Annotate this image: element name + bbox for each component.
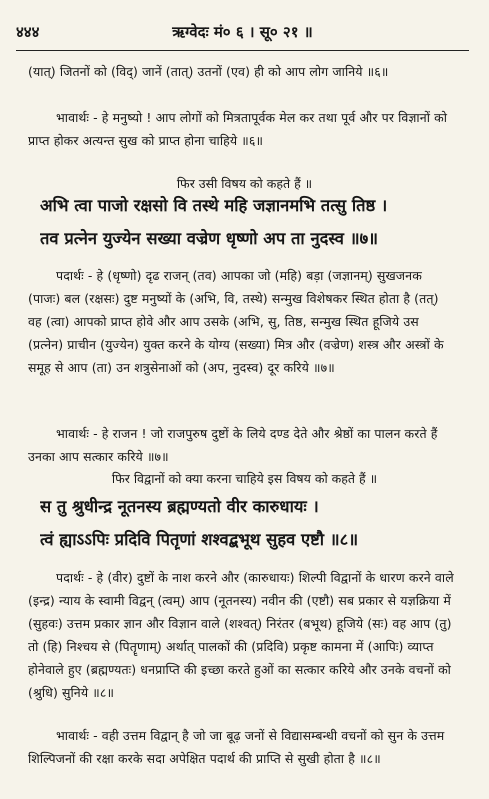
purport-paragraph-8: भावार्थः - वही उत्तम विद्वान् है जो जा बूढ़ जनों से विद्यासम्बन्धी वचनों को सुन के उत्तम शिल्पिजनों की रक्षा करके सदा अपेक्षित पदार्थ की प्राप्ति से सुखी होता है ॥८॥ — [28, 728, 445, 766]
word-meaning-continuation: (यात्) जितनों को (विद्) जानें (तात्) उतनों (एव) ही को आप लोग जानिये ॥६॥ — [28, 64, 389, 79]
section-caption: फिर विद्वानों को क्या करना चाहिये इस विषय को कहते हैं ॥ — [111, 471, 378, 486]
mantra-7-line-1: अभि त्वा पाजो रक्षसो वि तस्थे महि जज्ञानमभि तत्सु तिष्ठ । — [40, 196, 388, 215]
running-title: ऋग्वेदः मं० ६ । सू० २१ ॥ — [172, 23, 313, 41]
section-caption: फिर उसी विषय को कहते हैं ॥ — [176, 176, 313, 191]
purport-paragraph-7: भावार्थः - हे राजन ! जो राजपुरुष दुष्टों के लिये दण्ड देते और श्रेष्ठों का पालन करते हैं उनका आप सत्कार करिये ॥७॥ — [28, 426, 438, 464]
page-header — [16, 22, 469, 51]
mantra-8-line-2: त्वं ह्याऽऽपिः प्रदिवि पितॄणां शश्वद्बभूथ सुहव एष्टौ ॥८॥ — [40, 530, 359, 549]
page-number: ४४४ — [16, 23, 40, 41]
word-meaning-paragraph-8: पदार्थः - हे (वीर) दुष्टों के नाश करने और (कारुधायः) शिल्पी विद्वानों के धारण करने वाले (इन्द्र) न्याय के स्वामी विद्वन् (त्वम्) आप (नूतनस्य) नवीन की (एष्टौ) सब प्रकार से यज्ञक्रिया में (सुहवः) उत्तम प्रकार ज्ञान और विज्ञान वाले (शश्वत्) निरंतर (बभूथ) हूजिये (सः) वह आप (तु) तो (हि) निश्चय से (पितॄणाम्) अर्थात् पालकों की (प्रदिवि) प्रकृष्ट कामना में (आपिः) व्याप्त होनेवाले हुए (ब्रह्मण्यतः) धनप्राप्ति की इच्छा करते हुओं का सत्कार करिये और उनके वचनों को (श्रुधि) सुनिये ॥८॥ — [28, 570, 454, 700]
word-meaning-paragraph-7: पदार्थः - हे (धृष्णो) दृढ राजन् (तव) आपका जो (महि) बड़ा (जज्ञानम्) सुखजनक (पाजः) बल (रक्षसः) दुष्ट मनुष्यों के (अभि, वि, तस्थे) सन्मुख विशेषकर स्थित होता है (तत्) वह (त्वा) आपको प्राप्त होवे और आप उसके (अभि, सु, तिष्ठ, सन्मुख स्थित हूजिये उस (प्रत्नेन) प्राचीन (युज्येन) युक्त करने के योग्य (सख्या) मित्र और (वज्रेण) शस्त्र और अस्त्रों के समूह से आप (ता) उन शत्रुसेनाओं को (अप, नुदस्व) दूर करिये ॥७॥ — [28, 268, 444, 375]
mantra-7-line-2: तव प्रत्नेन युज्येन सख्या वज्रेण धृष्णो अप ता नुदस्व ॥७॥ — [40, 229, 379, 248]
mantra-8-line-1: स तु श्रुधीन्द्र नूतनस्य ब्रह्मण्यतो वीर कारुधायः । — [40, 497, 319, 516]
purport-paragraph-6: भावार्थः - हे मनुष्यो ! आप लोगों को मित्रतापूर्वक मेल कर तथा पूर्व और पर विज्ञानों को प्राप्त होकर अत्यन्त सुख को प्राप्त होना चाहिये ॥६॥ — [28, 110, 448, 148]
